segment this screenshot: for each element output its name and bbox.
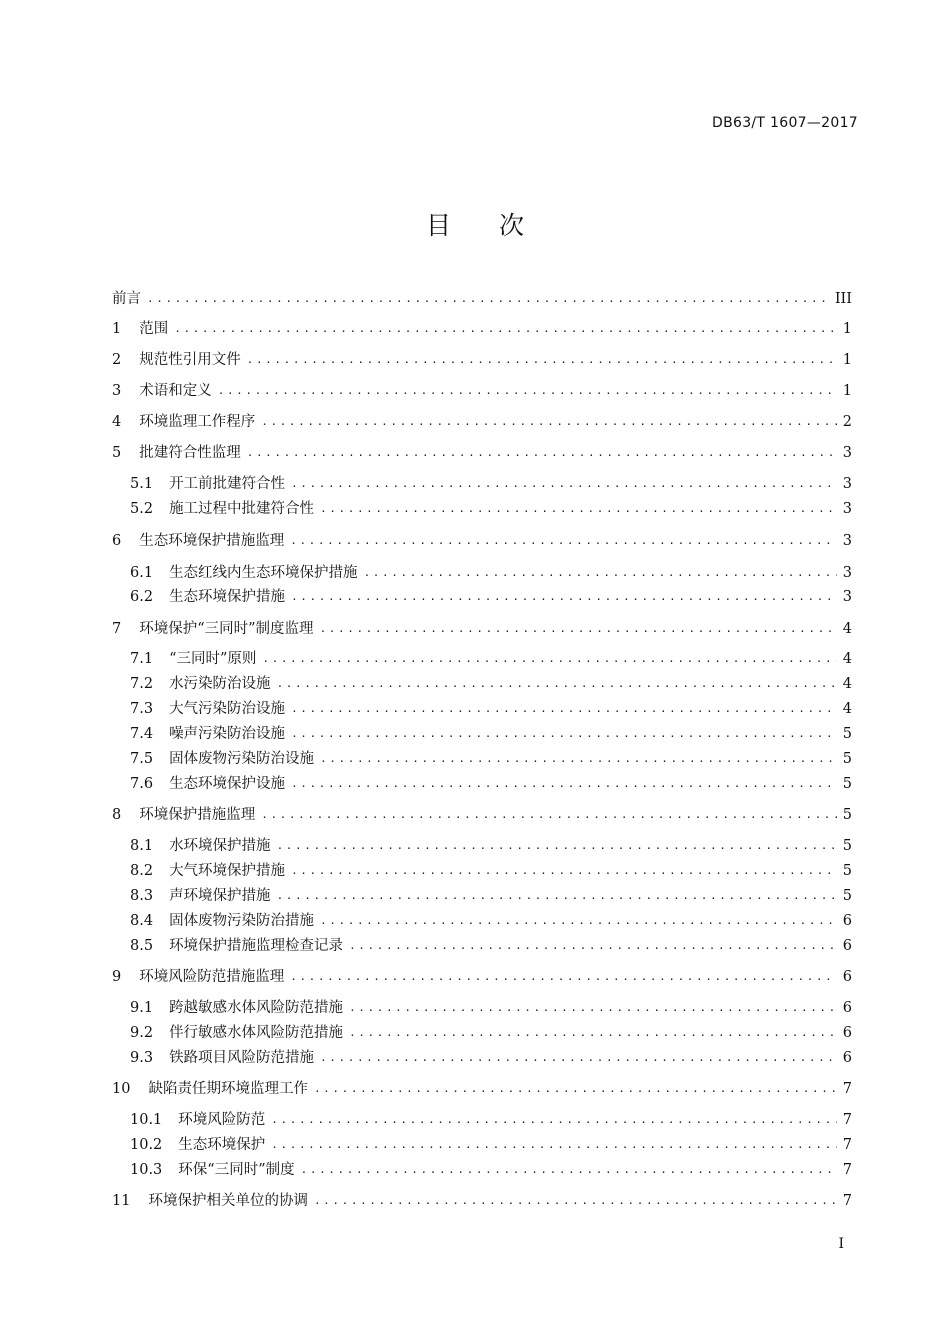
toc-entry[interactable] [112,318,852,340]
toc-entry-page: 5 [842,838,852,854]
toc-entry-label: 环境保护相关单位的协调 [148,1193,308,1209]
toc-entry-label: 生态红线内生态环境保护措施 [169,565,358,581]
toc-entry[interactable] [130,835,852,857]
toc-entry[interactable] [130,698,852,720]
toc-entry[interactable] [130,586,852,608]
toc-entry-page: 6 [842,969,852,985]
toc-entry-number: 6.2 [130,589,154,605]
toc-entry[interactable] [130,1109,852,1131]
toc-entry[interactable] [130,773,852,795]
toc-entry[interactable] [130,723,852,745]
toc-entry[interactable] [130,498,852,520]
toc-entry-label: 环境保护“三同时”制度监理 [139,621,314,637]
toc-entry-number: 8 [112,807,122,823]
toc-entry-page: 6 [842,1000,852,1016]
toc-entry[interactable] [130,748,852,770]
toc-entry-page: 7 [842,1081,852,1097]
toc-entry-label: 环境风险防范措施监理 [139,969,285,985]
toc-entry[interactable] [112,349,852,371]
toc-leader-dots [291,773,837,795]
toc-entry-page: 3 [842,589,852,605]
toc-entry[interactable] [112,288,852,310]
toc-entry-number: 1 [112,321,122,337]
toc-entry-number: 9 [112,969,122,985]
toc-entry-label: 批建符合性监理 [139,445,241,461]
toc-entry-page: 5 [842,863,852,879]
toc-entry-label: 环保“三同时”制度 [178,1162,295,1178]
toc-entry-number: 11 [112,1193,131,1209]
toc-entry-page: 4 [842,651,852,667]
toc-leader-dots [261,804,837,826]
toc-entry-label: 伴行敏感水体风险防范措施 [169,1025,344,1041]
toc-entry-label: 环境风险防范 [178,1112,266,1128]
toc-entry[interactable] [130,935,852,957]
toc-entry-label: 噪声污染防治设施 [169,726,286,742]
toc-leader-dots [291,698,837,720]
page-number: I [838,1236,844,1252]
toc-entry-number: 3 [112,383,122,399]
toc-entry-label: 生态环境保护设施 [169,776,286,792]
toc-entry-label: 规范性引用文件 [139,352,241,368]
toc-leader-dots [349,997,837,1019]
toc-entry-number: 8.1 [130,838,154,854]
toc-title: 目次 [425,211,572,240]
toc-entry-page: 6 [842,1025,852,1041]
toc-entry-label: 固体废物污染防治措施 [169,913,315,929]
toc-entry-label: 术语和定义 [139,383,212,399]
toc-entry-label: 铁路项目风险防范措施 [169,1050,315,1066]
toc-entry-page: 7 [842,1193,852,1209]
toc-entry-number: 8.2 [130,863,154,879]
toc-entry-number: 6 [112,533,122,549]
toc-entry-label: 跨越敏感水体风险防范措施 [169,1000,344,1016]
toc-entry[interactable] [130,860,852,882]
toc-leader-dots [277,885,837,907]
toc-entry-number: 7.1 [130,651,154,667]
toc-entry-number: 5.1 [130,476,154,492]
toc-leader-dots [320,910,837,932]
toc-leader-dots [261,411,837,433]
toc-leader-dots [247,442,837,464]
toc-entry-page: 5 [842,807,852,823]
toc-entry[interactable] [130,997,852,1019]
toc-entry-page: 5 [842,726,852,742]
toc-leader-dots [290,530,837,552]
toc-entry-label: 施工过程中批建符合性 [169,501,315,517]
toc-entry-label: 开工前批建符合性 [169,476,286,492]
toc-entry-number: 4 [112,414,122,430]
toc-entry-page: 3 [842,533,852,549]
toc-entry-page: 5 [842,888,852,904]
toc-leader-dots [291,723,837,745]
toc-entry[interactable] [130,1134,852,1156]
toc-leader-dots [262,648,836,670]
toc-entry-label: 固体废物污染防治设施 [169,751,315,767]
toc-entry[interactable] [112,411,852,433]
toc-entry[interactable] [112,530,852,552]
toc-leader-dots [291,586,837,608]
toc-entry-page: 2 [842,414,852,430]
toc-leader-dots [301,1159,837,1181]
toc-entry[interactable] [130,910,852,932]
toc-leader-dots [291,860,837,882]
toc-entry-page: 5 [842,751,852,767]
toc-leader-dots [271,1134,836,1156]
toc-entry-page: 3 [842,476,852,492]
toc-entry-page: 5 [842,776,852,792]
toc-entry-page: 4 [842,701,852,717]
toc-entry[interactable] [130,648,852,670]
toc-entry-label: 大气污染防治设施 [169,701,286,717]
toc-entry-page: 1 [842,321,852,337]
toc-entry[interactable] [130,1022,852,1044]
toc-entry-label: 声环境保护措施 [169,888,271,904]
toc-entry-number: 6.1 [130,565,154,581]
toc-entry-page: 1 [842,352,852,368]
toc-leader-dots [320,498,837,520]
toc-entry-number: 10 [112,1081,131,1097]
toc-entry-label: 缺陷责任期环境监理工作 [148,1081,308,1097]
toc-entry-number: 8.5 [130,938,154,954]
toc-leader-dots [320,748,837,770]
toc-entry-number: 9.1 [130,1000,154,1016]
toc-entry[interactable] [130,473,852,495]
toc-entry-label: 环境保护措施监理 [139,807,256,823]
toc-entry-number: 7.5 [130,751,154,767]
toc-entry-page: 4 [842,621,852,637]
toc-entry-page: 6 [842,1050,852,1066]
toc-entry-page: 1 [842,383,852,399]
toc-entry-page: 3 [842,501,852,517]
toc-entry-number: 10.1 [130,1112,163,1128]
toc-entry-label: 水污染防治设施 [169,676,271,692]
toc-entry-number: 2 [112,352,122,368]
toc-leader-dots [277,835,837,857]
toc-entry-page: III [834,291,852,307]
toc-entry[interactable] [112,804,852,826]
toc-entry[interactable] [130,562,852,584]
toc-entry-label: 环境保护措施监理检查记录 [169,938,344,954]
toc-entry-page: 6 [842,913,852,929]
toc-entry-page: 3 [842,565,852,581]
toc-entry-label: 范围 [139,321,169,337]
toc-entry-number: 5.2 [130,501,154,517]
toc-leader-dots [271,1109,836,1131]
toc-entry-label: 水环境保护措施 [169,838,271,854]
toc-leader-dots [290,966,837,988]
toc-entry-page: 7 [842,1162,852,1178]
toc-entry[interactable] [130,673,852,695]
toc-leader-dots [218,380,837,402]
toc-entry-label: 大气环境保护措施 [169,863,286,879]
toc-entry-page: 7 [842,1112,852,1128]
toc-leader-dots [314,1190,837,1212]
toc-entry-label: 生态环境保护措施 [169,589,286,605]
toc-entry-label: 生态环境保护措施监理 [139,533,285,549]
toc-entry-page: 7 [842,1137,852,1153]
toc-leader-dots [320,618,837,640]
toc-leader-dots [320,1047,837,1069]
toc-entry-number: 7.4 [130,726,154,742]
toc-entry-number: 7.6 [130,776,154,792]
toc-entry-number: 9.3 [130,1050,154,1066]
toc-entry-page: 4 [842,676,852,692]
toc-entry-number: 7 [112,621,122,637]
toc-leader-dots [174,318,837,340]
document-code: DB63/T 1607—2017 [712,115,858,131]
toc-entry-page: 6 [842,938,852,954]
toc-entry[interactable] [130,1047,852,1069]
toc-entry[interactable] [130,885,852,907]
toc-entry-number: 9.2 [130,1025,154,1041]
toc-entry-number: 8.4 [130,913,154,929]
toc-entry-number: 10.2 [130,1137,163,1153]
toc-entry[interactable] [112,966,852,988]
toc-leader-dots [364,562,837,584]
toc-entry-number: 7.2 [130,676,154,692]
toc-entry-label: “三同时”原则 [169,651,257,667]
toc-entry[interactable] [112,442,852,464]
toc-leader-dots [147,288,829,310]
toc-entry[interactable] [112,1190,852,1212]
toc-entry-number: 5 [112,445,122,461]
toc-entry-number: 7.3 [130,701,154,717]
toc-entry[interactable] [112,1078,852,1100]
toc-entry-page: 3 [842,445,852,461]
toc-leader-dots [314,1078,837,1100]
toc-leader-dots [247,349,837,371]
toc-entry-label: 环境监理工作程序 [139,414,256,430]
toc-entry[interactable] [112,618,852,640]
toc-entry-number: 8.3 [130,888,154,904]
toc-entry[interactable] [130,1159,852,1181]
toc-leader-dots [277,673,837,695]
toc-leader-dots [349,1022,837,1044]
toc-leader-dots [349,935,837,957]
toc-entry-label: 生态环境保护 [178,1137,266,1153]
toc-entry[interactable] [112,380,852,402]
toc-leader-dots [291,473,837,495]
toc-entry-number: 10.3 [130,1162,163,1178]
toc-entry-label: 前言 [112,291,141,307]
